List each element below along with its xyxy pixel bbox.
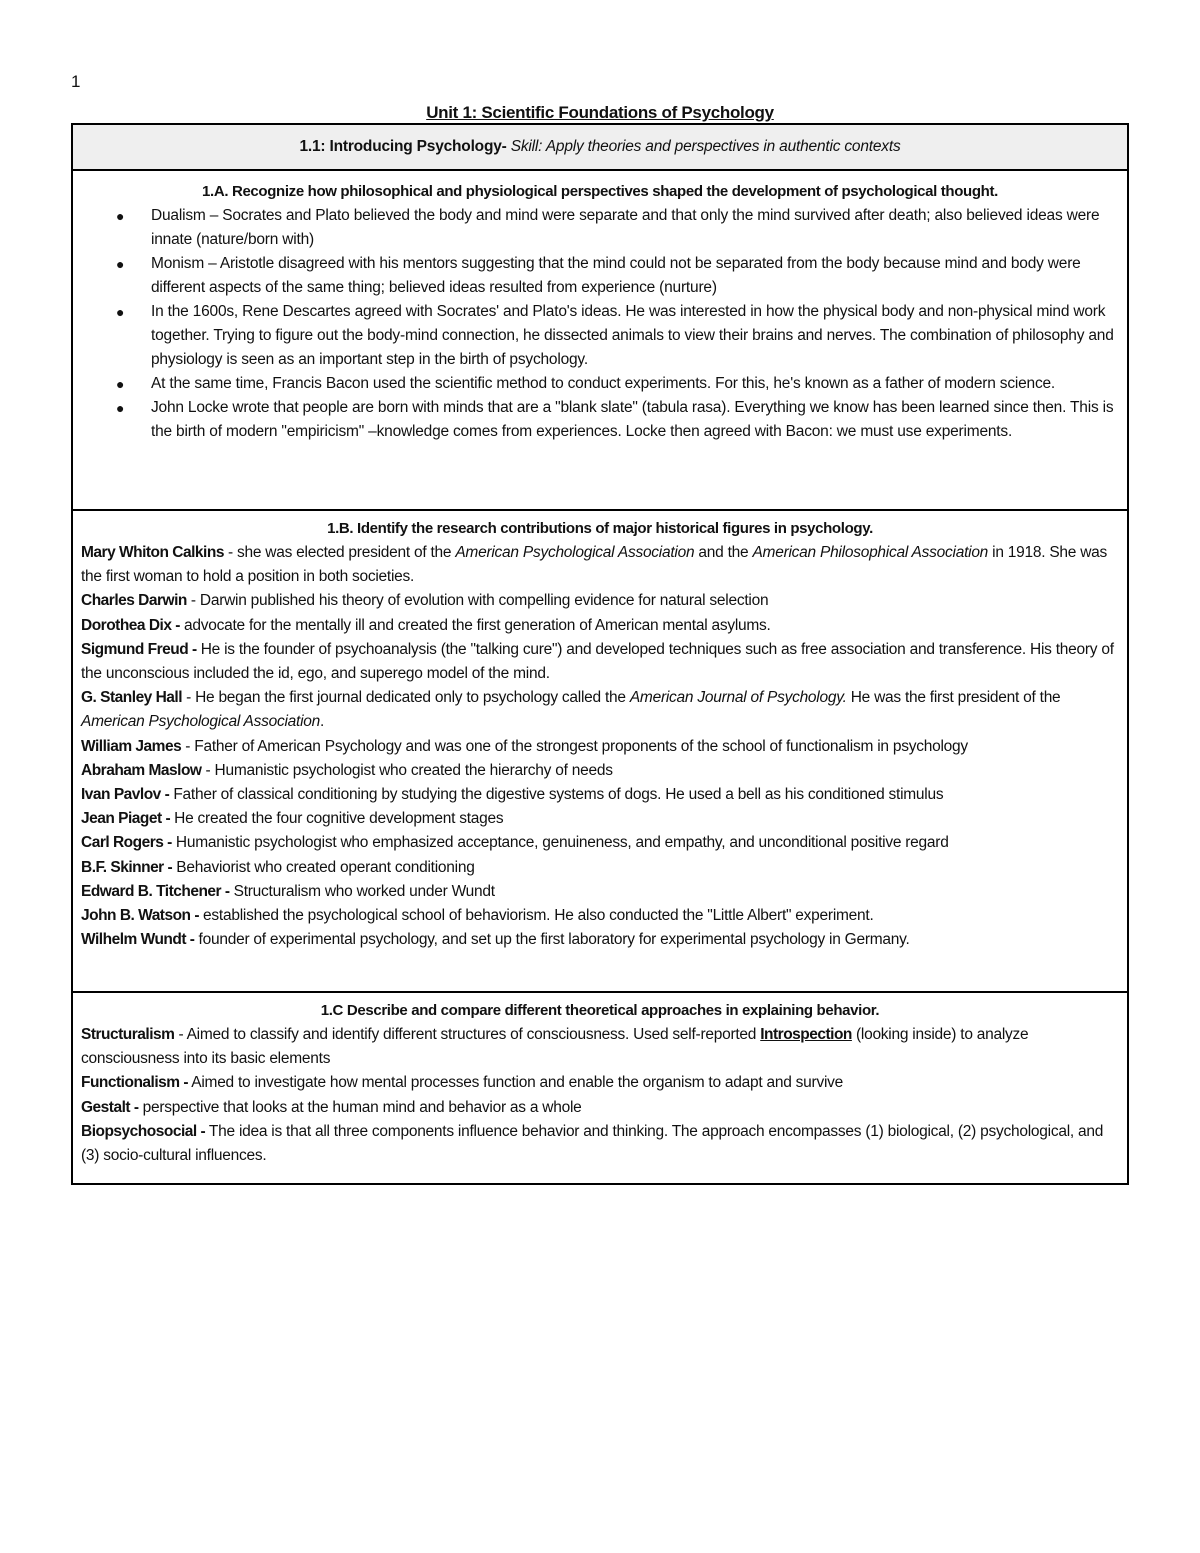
section-header [73,125,1127,171]
approach-name: Gestalt - [81,1098,139,1116]
bullet-icon: ● [116,304,125,320]
bullet-icon: ● [116,256,125,272]
figure-name: William James [81,737,182,755]
figure-name: Sigmund Freud - [81,640,197,658]
section-1a-title: 1.A. Recognize how philosophical and physiological perspectives shaped the development of psychological thought. [202,183,998,200]
entry-text: Behaviorist who created operant conditioning [172,858,475,876]
list-item [116,300,1119,372]
figure-entry-dix [81,614,1119,638]
section-1a [73,171,1127,511]
bullet-icon: ● [116,208,125,224]
bullet-text: Dualism – Socrates and Plato believed the body and mind were separate and that only the mind survived after death; also believed ideas were innate (nature/born with) [151,207,1100,248]
entry-text: He created the four cognitive development stages [170,810,504,828]
entry-text: The idea is that all three components influence behavior and thinking. The approach encompasses (1) biological, (2) psychological, and (3) socio-cultural influences. [81,1122,1104,1165]
entry-text: advocate for the mentally ill and created the first generation of American mental asylums. [179,616,771,634]
entry-text: established the psychological school of behaviorism. He also conducted the "Little Albert" experiment. [199,907,874,925]
section-1c-title: 1.C Describe and compare different theoretical approaches in explaining behavior. [320,1002,880,1019]
figure-entry-skinner [81,856,1119,880]
approach-entry-functionalism [81,1071,1119,1095]
section-header-title: 1.1: Introducing Psychology- [299,138,507,155]
approach-entry-gestalt [81,1096,1119,1120]
figure-entry-calkins [81,541,1119,589]
entry-text: - He began the first journal dedicated only to psychology called the [182,689,630,707]
section-1b [73,511,1127,993]
unit-outline-table [71,123,1129,1185]
approach-name: Structuralism [81,1026,175,1043]
bullet-icon: ● [116,376,125,392]
entry-italic: American Journal of Psychology. [629,689,847,707]
figure-name: Dorothea Dix - [81,616,180,634]
figure-name: Carl Rogers - [81,834,172,852]
entry-text: - Darwin published his theory of evolution with compelling evidence for natural selection [186,592,769,610]
figure-entry-hall [81,686,1119,734]
figure-name: G. Stanley Hall [81,689,183,707]
section-1c [73,993,1127,1183]
entry-italic: American Psychological Association [81,713,321,731]
figure-name: Charles Darwin [81,592,187,610]
figure-entry-piaget [81,807,1119,831]
list-item [116,396,1119,444]
document-title: Unit 1: Scientific Foundations of Psychology [426,103,774,122]
approach-entry-biopsychosocial [81,1120,1119,1168]
entry-italic: American Philosophical Association [752,544,989,561]
entry-text: He was the first president of the [846,689,1061,707]
section-header-skill: Skill: Apply theories and perspectives in authentic contexts [506,138,901,155]
figure-entry-wundt [81,928,1119,952]
entry-text: . [320,713,325,731]
figure-name: John B. Watson - [81,907,199,925]
figure-name: Wilhelm Wundt - [81,931,195,949]
figure-name: Ivan Pavlov - [81,786,170,804]
approach-name: Biopsychosocial - [81,1122,206,1140]
entry-text: perspective that looks at the human mind and behavior as a whole [138,1098,582,1116]
list-item [116,204,1119,252]
figure-entry-maslow [81,759,1119,783]
entry-text: He is the founder of psychoanalysis (the "talking cure") and developed techniques such as free association and transference. His theory of the unconscious included the id, ego, and superego model of the mind. [81,640,1114,683]
entry-text: - Aimed to classify and identify different structures of consciousness. Used self-reported [174,1026,761,1043]
figure-name: Abraham Maslow [81,761,202,779]
figure-name: Jean Piaget - [81,810,171,828]
section-1b-title: 1.B. Identify the research contributions of major historical figures in psychology. [327,520,873,537]
figure-name: Edward B. Titchener - [81,882,230,900]
entry-text: - she was elected president of the [223,544,456,561]
entry-text: - Humanistic psychologist who created the hierarchy of needs [201,761,613,779]
figure-name: Mary Whiton Calkins [81,544,224,561]
entry-text: Father of classical conditioning by studying the digestive systems of dogs. He used a bell as his conditioned stimulus [169,786,944,804]
bullet-text: In the 1600s, Rene Descartes agreed with Socrates' and Plato's ideas. He was interested in how the physical body and non-physical mind work together. Trying to figure out the body-mind connection, he dissected animals to view their brains and nerves. The combination of philosophy and physiology is seen as an important step in the birth of psychology. [151,303,1114,368]
entry-text: founder of experimental psychology, and set up the first laboratory for experimental psychology in Germany. [194,931,910,949]
figure-name: B.F. Skinner - [81,858,173,876]
entry-underlined-term: Introspection [760,1026,852,1043]
entry-text: Structuralism who worked under Wundt [229,882,495,900]
entry-text: Aimed to investigate how mental processes function and enable the organism to adapt and survive [188,1074,844,1092]
approach-entry-structuralism [81,1023,1119,1071]
bullet-icon: ● [116,400,125,416]
entry-text: and the [694,544,753,561]
entry-text: Humanistic psychologist who emphasized acceptance, genuineness, and empathy, and unconditional positive regard [171,834,949,852]
figure-entry-watson [81,904,1119,928]
figure-entry-titchener [81,880,1119,904]
figure-entry-rogers [81,831,1119,855]
list-item [116,372,1119,396]
figure-entry-pavlov [81,783,1119,807]
page-number: 1 [71,72,81,91]
bullet-text: At the same time, Francis Bacon used the scientific method to conduct experiments. For this, he's known as a father of modern science. [151,375,1056,392]
entry-text: (looking inside) to analyze consciousness into its basic elements [81,1026,1029,1068]
entry-italic: American Psychological Association [455,544,695,561]
bullet-text: John Locke wrote that people are born with minds that are a "blank slate" (tabula rasa). Everything we know has been learned since then. This is the birth of modern "empiricism" –knowledge comes from experiences. Locke then agreed with Bacon: we must use experiments. [151,399,1114,440]
section-1a-bullet-list [81,204,1119,444]
bullet-text: Monism – Aristotle disagreed with his mentors suggesting that the mind could not be separated from the body because mind and body were different aspects of the same thing; believed ideas resulted from experience (nurture) [151,255,1081,296]
figure-entry-freud [81,638,1119,686]
figure-entry-james [81,735,1119,759]
figure-entry-darwin [81,589,1119,613]
list-item [116,252,1119,300]
approach-name: Functionalism - [81,1074,189,1092]
entry-text: - Father of American Psychology and was one of the strongest proponents of the school of functionalism in psychology [181,737,968,755]
entry-text: in 1918. She was the first woman to hold a position in both societies. [81,544,1108,586]
